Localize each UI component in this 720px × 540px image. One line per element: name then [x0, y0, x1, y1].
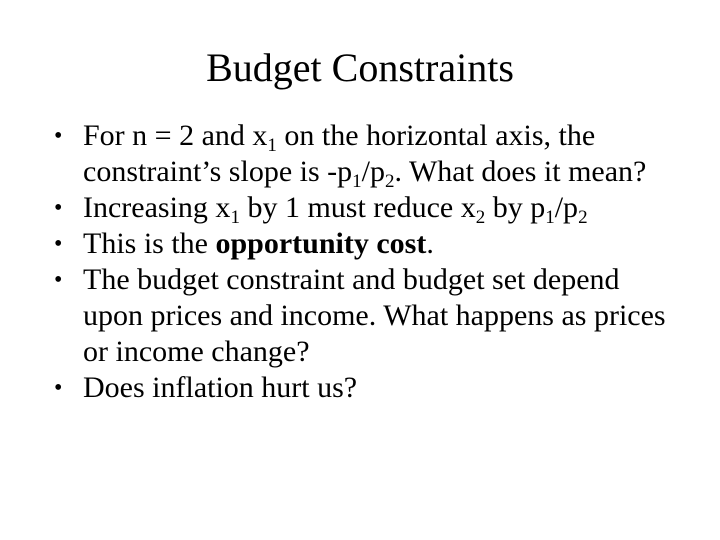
- bullet-text: /p: [554, 191, 579, 224]
- subscript: 2: [475, 207, 486, 228]
- bullet-text: Increasing x: [83, 191, 231, 224]
- bullet-dot-icon: •: [54, 231, 63, 257]
- bullet-text: by 1 must reduce x: [239, 191, 476, 224]
- bullet-dot-icon: •: [54, 123, 63, 149]
- subscript: 1: [545, 207, 555, 228]
- bullet-text: . What does it mean?: [394, 155, 647, 188]
- bullet-text: /p: [361, 155, 385, 188]
- bullet-item-increasing: [54, 190, 684, 226]
- bold-term: opportunity cost: [215, 227, 427, 260]
- subscript: 2: [578, 207, 588, 228]
- bullet-dot-icon: •: [54, 375, 63, 401]
- bullet-list: [54, 118, 684, 406]
- subscript: 1: [352, 171, 362, 192]
- subscript: 1: [267, 135, 277, 156]
- bullet-dot-icon: •: [54, 195, 63, 221]
- bullet-item-inflation: [54, 370, 684, 406]
- bullet-item-slope: [54, 118, 684, 190]
- bullet-text: The budget constraint and budget set depend upon prices and income. What happens as prices or income change?: [83, 263, 666, 368]
- bullet-dot-icon: •: [54, 267, 63, 293]
- bullet-text: by p: [485, 191, 546, 224]
- subscript: 2: [384, 171, 395, 192]
- bullet-item-opportunity-cost: [54, 226, 684, 262]
- bullet-text: This is the: [83, 227, 216, 260]
- bullet-text: .: [426, 227, 434, 260]
- slide-title: Budget Constraints: [206, 45, 514, 90]
- bullet-text: Does inflation hurt us?: [83, 371, 358, 404]
- bullet-text: For n = 2 and x: [83, 119, 268, 152]
- subscript: 1: [230, 207, 240, 228]
- bullet-item-budget-set: [54, 262, 684, 370]
- bullet-text: on the horizontal axis, the constraint’s slope is -p: [83, 119, 596, 188]
